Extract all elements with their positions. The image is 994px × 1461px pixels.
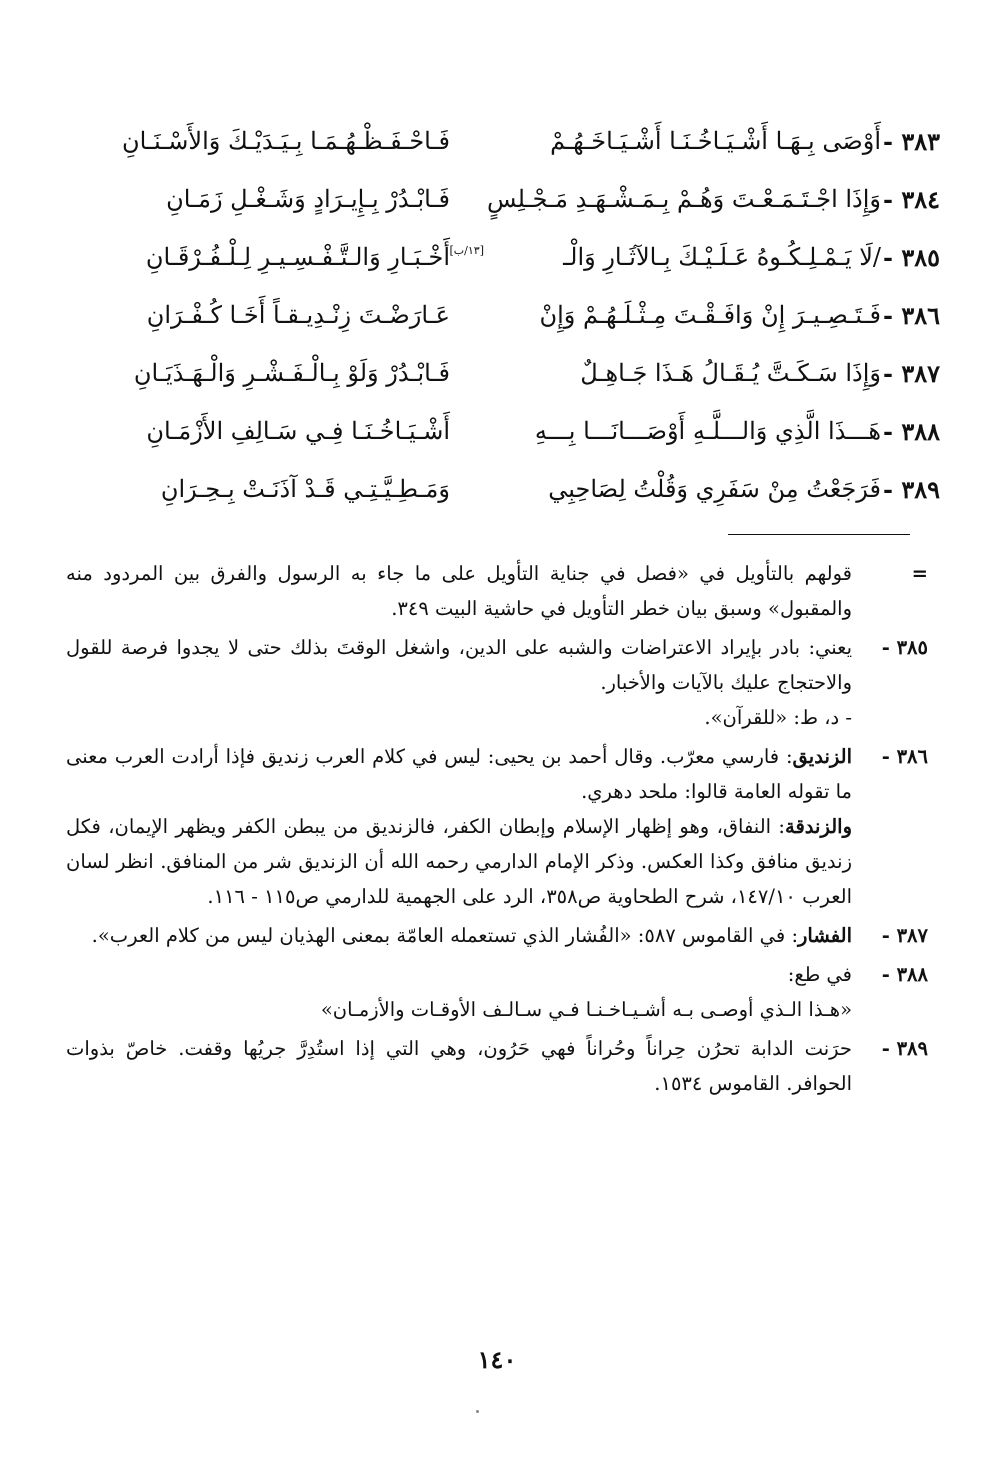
verse-text: وَإِذَا سَـكَـتَّ يُـقَـالُ هَـذَا جَـاهِـلٌ <box>580 359 881 387</box>
footnote-body <box>66 630 852 735</box>
footnote-number: ٣٨٨ - <box>881 963 928 986</box>
footnote-paragraph <box>66 992 852 1027</box>
verse-second-hemistich: فَـابْـدُرْ وَلَوْ بِـالْـفَـشْـرِ وَالْـهَـذَيَـانِ <box>133 359 450 387</box>
verse-second-hemistich: عَـارَضْـتَ زِنْـدِيـقـاً أَخَـا كُـفْـرَانِ <box>146 301 450 329</box>
page-number: ١٤٠ <box>477 1345 517 1374</box>
footnote-text: : النفاق، وهو إظهار الإسلام وإبطان الكفر، فالزنديق من يبطن الكفر ويظهر الإيمان، فكل زنديق منافق وكذا العكس. وذكر الإمام الدارمي رحمه الله أن الزنديق شر من المنافق. انظر لسان العرب ١٤٧/١٠، شرح الطحاوية ص٣٥٨، الرد على الجهمية للدارمي ص١١٥ - ١١٦. <box>66 815 852 908</box>
footnote <box>66 630 928 735</box>
verse-second-hemistich: وَمَـطِـيَّـتِـي قَـدْ آذَنَـتْ بِـحِـرَانِ <box>160 475 450 503</box>
verse-number: ٣٨٥ - <box>883 242 940 272</box>
verse-row <box>40 286 940 344</box>
footnote <box>66 1031 928 1101</box>
manuscript-folio-marker: [١٣/ب] <box>449 244 484 257</box>
footnote-body <box>66 1031 852 1101</box>
verse-number: ٣٨٩ - <box>883 474 940 504</box>
footnote-text: : فارسي معرّب. وقال أحمد بن يحيى: ليس في كلام العرب زنديق فإذا أرادت العرب معنى ما تقوله العامة قالوا: ملحد دهري. <box>66 745 852 803</box>
footnote-separator <box>728 534 910 535</box>
verse-number: ٣٨٦ - <box>883 300 940 330</box>
verse-second-hemistich: فَـابْـدُرْ بِـإِيـرَادٍ وَشَـغْـلِ زَمَـانِ <box>166 185 450 213</box>
footnote-paragraph <box>66 809 852 914</box>
footnote <box>66 918 928 953</box>
verse-row <box>40 402 940 460</box>
footnote-text: «هـذا الـذي أوصـى بـه أشـيـاخـنـا فـي سـالـف الأوقـات والأزمـان» <box>320 998 852 1021</box>
verse-number: ٣٨٨ - <box>883 416 940 446</box>
footnotes <box>66 556 928 1105</box>
verse-row <box>40 228 940 286</box>
verse-first-hemistich <box>490 344 940 402</box>
footnote-paragraph <box>66 556 852 626</box>
footnote-text: : في القاموس ٥٨٧: «الفُشار الذي تستعمله العامّة بمعنى الهذيان ليس من كلام العرب». <box>91 924 799 947</box>
verse-text: /لَا يَـمْـلِـكُـوهُ عَـلَـيْـكَ بِـالآثَـارِ وَالْـ <box>563 243 881 271</box>
verse-text: فَرَجَعْتُ مِنْ سَفَرِي وَقُلْتُ لِصَاحِبِي <box>548 475 881 503</box>
verse-row <box>40 344 940 402</box>
footnote-number: ٣٨٩ - <box>881 1037 928 1060</box>
verse-text: وَإِذَا اجْـتَـمَـعْـتَ وَهُـمْ بِـمَـشْـهَـدِ مَـجْـلِسٍ <box>487 185 881 213</box>
footnote-text: في طع: <box>787 963 852 986</box>
footnote-paragraph <box>66 957 852 992</box>
verses-block <box>40 112 940 518</box>
footnote <box>66 957 928 1027</box>
verse-first-hemistich <box>490 402 940 460</box>
footnote-paragraph <box>66 700 852 735</box>
verse-number: ٣٨٣ - <box>883 126 940 156</box>
verse-text: أَوْصَى بِـهَـا أَشْـيَـاخُـنَـا أَشْـيَـاخَـهُـمْ <box>550 127 881 155</box>
footnote-term: والزندقة <box>785 815 852 838</box>
footnote-body <box>66 556 852 626</box>
footnote-text: يعني: بادر بإيراد الاعتراضات والشبه على الدين، واشغل الوقتَ بذلك حتى لا يجدوا فرصة للقول والاحتجاج عليك بالآيات والأخبار. <box>66 636 852 694</box>
footnote-term: الزنديق <box>792 745 852 768</box>
verse-row <box>40 112 940 170</box>
scan-speck <box>476 1410 479 1413</box>
footnote-body <box>66 739 852 914</box>
verse-first-hemistich <box>490 460 940 518</box>
footnote-text: حرَنت الدابة تحرُن حِراناً وحُراناً فهي حَرُون، وهي التي إذا استُدِرَّ جريُها وقفت. خاصّ بذوات الحوافر. القاموس ١٥٣٤. <box>66 1037 852 1095</box>
footnote <box>66 739 928 914</box>
verse-first-hemistich <box>487 170 940 228</box>
footnote-text: قولهم بالتأويل في «فصل في جناية التأويل على ما جاء به الرسول والفرق بين المردود منه والمقبول» وسبق بيان خطر التأويل في حاشية البيت ٣٤٩. <box>66 562 852 620</box>
verse-first-hemistich <box>490 228 940 286</box>
footnote-term: الفشار <box>798 924 852 947</box>
footnote-body <box>66 957 852 1027</box>
verse-second-hemistich: أَخْـبَـارِ وَالـتَّـفْـسِـيـرِ لِـلْـفُـرْقَـانِ <box>145 243 450 271</box>
verse-text: هَـــذَا الَّذِي وَالـــلَّـهِ أَوْصَـــانَـــا بِـــهِ <box>534 417 881 445</box>
verse-number: ٣٨٤ - <box>883 184 940 214</box>
footnote-number: ٣٨٥ - <box>881 636 928 659</box>
footnote-paragraph <box>66 739 852 809</box>
verse-first-hemistich <box>490 286 940 344</box>
footnote-number: = <box>911 562 928 585</box>
verse-second-hemistich: فَـاحْـفَـظْـهُـمَـا بِـيَـدَيْـكَ وَالأَسْـنَـانِ <box>122 127 450 155</box>
verse-second-hemistich: أَشْـيَـاخُـنَـا فِـي سَـالِفِ الأَزْمَـانِ <box>146 417 450 445</box>
footnote-number: ٣٨٧ - <box>881 924 928 947</box>
footnote-paragraph <box>66 918 852 953</box>
footnote-number: ٣٨٦ - <box>881 745 928 768</box>
verse-number: ٣٨٧ - <box>883 358 940 388</box>
verse-text: فَـتَـصِـيـرَ إِنْ وَافَـقْـتَ مِـثْـلَـهُـمْ وَإِنْ <box>539 301 881 329</box>
verse-row <box>40 460 940 518</box>
footnote-paragraph <box>66 1031 852 1101</box>
footnote-paragraph <box>66 630 852 700</box>
footnote-text: - د، ط: «للقرآن». <box>704 706 852 729</box>
footnote <box>66 556 928 626</box>
verse-first-hemistich <box>490 112 940 170</box>
verse-row <box>40 170 940 228</box>
footnote-body <box>66 918 852 953</box>
